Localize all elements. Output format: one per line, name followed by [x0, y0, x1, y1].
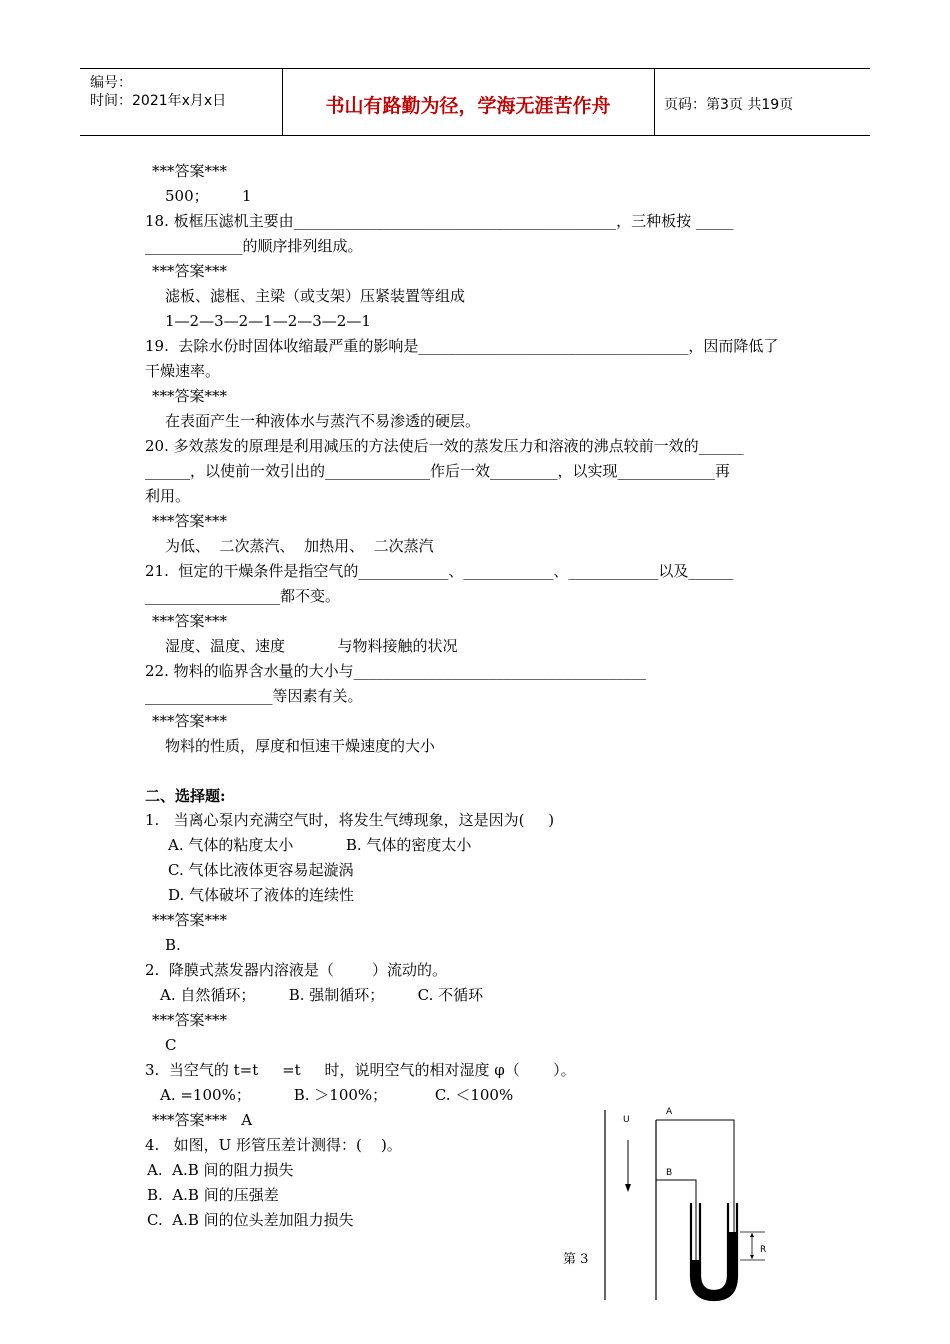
question-19-cont: 干燥速率。 — [145, 362, 221, 380]
question-18: 18. 板框压滤机主要由___________________________________________，三种板按 _____ — [145, 212, 734, 230]
answer-text: 1—2—3—2—1—2—3—2—1 — [165, 312, 371, 330]
mc-option: C. A.B 间的位头差加阻力损失 — [147, 1211, 354, 1229]
question-22-cont: _________________等因素有关。 — [145, 687, 363, 705]
answer-header: ***答案*** — [152, 612, 228, 630]
label-r: R — [760, 1245, 767, 1255]
label-a: A — [666, 1107, 673, 1117]
answer-header: ***答案*** A — [152, 1111, 253, 1129]
answer-header: ***答案*** — [152, 1011, 228, 1029]
mc-options: A. 自然循环； B. 强制循环； C. 不循环 — [160, 986, 484, 1004]
answer-header: ***答案*** — [152, 712, 228, 730]
answer-header: ***答案*** — [152, 512, 228, 530]
answer-text: 物料的性质，厚度和恒速干燥速度的大小 — [165, 737, 436, 755]
question-21-cont: __________________都不变。 — [145, 587, 341, 605]
question-20: 20. 多效蒸发的原理是利用减压的方法使后一效的蒸发压力和溶液的沸点较前一效的______ — [145, 437, 744, 455]
question-20-cont: ______，以使前一效引出的______________作后一效_________，以实现_____________再 — [145, 462, 731, 480]
question-22: 22. 物料的临界含水量的大小与_______________________________________ — [145, 662, 647, 680]
question-21: 21. 恒定的干燥条件是指空气的____________、____________、____________以及______ — [145, 562, 734, 580]
answer-text: 为低、 二次蒸汽、 加热用、 二次蒸汽 — [165, 537, 434, 555]
answer-text: C — [165, 1036, 177, 1054]
question-19: 19. 去除水份时固体收缩最严重的影响是____________________________________，因而降低了 — [145, 337, 779, 355]
mc-option: D. 气体破坏了液体的连续性 — [168, 886, 355, 904]
mc-option: C. 气体比液体更容易起漩涡 — [168, 861, 354, 879]
mc-option: B. A.B 间的压强差 — [147, 1186, 279, 1204]
answer-header: ***答案*** — [152, 387, 228, 405]
motto-title: 书山有路勤为径，学海无涯苦作舟 — [325, 95, 611, 117]
mc-options: A. 气体的粘度太小 B. 气体的密度太小 — [168, 836, 472, 854]
answer-header: ***答案*** — [152, 911, 228, 929]
page-footer: 第 3 — [563, 1252, 589, 1267]
u-tube-manometer-figure — [600, 1100, 780, 1310]
question-18-cont: _____________的顺序排列组成。 — [145, 237, 363, 255]
mc-question-2: 2. 降膜式蒸发器内溶液是（ ）流动的。 — [145, 961, 447, 979]
doc-time-label: 时间：2021年x月x日 — [90, 93, 227, 109]
label-u: U — [623, 1115, 630, 1125]
label-b: B — [666, 1168, 673, 1178]
mc-option: A. A.B 间的阻力损失 — [147, 1161, 294, 1179]
answer-header: ***答案*** — [152, 162, 228, 180]
mc-question-3: 3. 当空气的 t=t =t 时，说明空气的相对湿度 φ（ ）。 — [145, 1061, 576, 1079]
doc-code-label: 编号： — [90, 75, 132, 91]
section-title: 二、选择题: — [145, 787, 226, 805]
mc-options: A. =100%； B. ＞100%； C. ＜100% — [160, 1086, 514, 1104]
answer-text: 湿度、温度、速度 与物料接触的状况 — [165, 637, 458, 655]
question-20-cont: 利用。 — [145, 487, 191, 505]
mc-question-1: 1. 当离心泵内充满空气时，将发生气缚现象，这是因为( ) — [145, 811, 555, 829]
mc-question-4: 4. 如图，U 形管压差计测得：( )。 — [145, 1136, 402, 1154]
answer-text: 500； 1 — [165, 187, 252, 205]
answer-text: 在表面产生一种液体水与蒸汽不易渗透的硬层。 — [165, 412, 481, 430]
answer-text: B. — [165, 936, 181, 954]
page-info: 页码：第3页 共19页 — [664, 97, 794, 113]
answer-header: ***答案*** — [152, 262, 228, 280]
answer-text: 滤板、滤框、主梁（或支架）压紧装置等组成 — [165, 287, 466, 305]
